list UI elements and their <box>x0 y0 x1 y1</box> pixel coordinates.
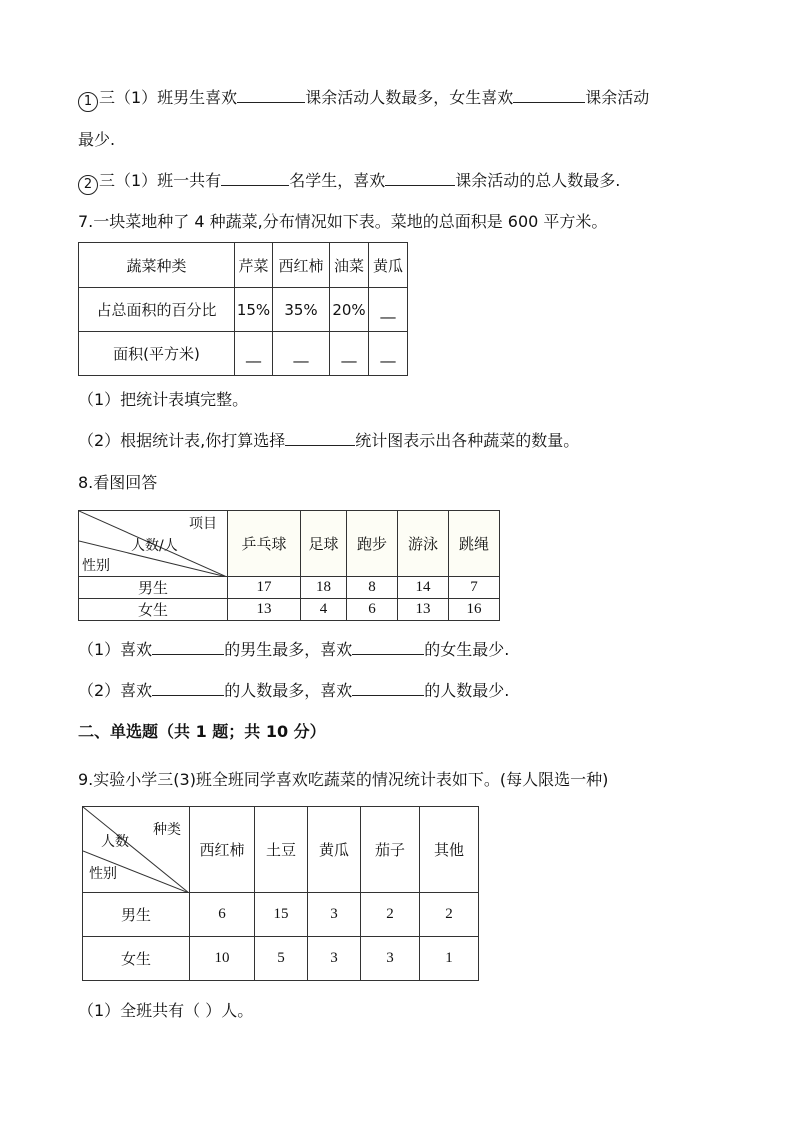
q6-statement-2: 2 三（1）班一共有 名学生，喜欢 课余活动的总人数最多. <box>78 170 620 195</box>
answer-blank[interactable] <box>352 680 424 696</box>
q7-table <box>78 242 408 376</box>
circled-number: 2 <box>78 175 98 195</box>
section-heading: 二、单选题（共 1 题；共 10 分） <box>78 722 326 741</box>
table-cell: 1 <box>420 937 479 981</box>
column-header: 游泳 <box>398 511 449 577</box>
column-header: 土豆 <box>255 807 308 893</box>
column-header: 跳绳 <box>449 511 500 577</box>
table-row <box>79 243 408 288</box>
circled-number: 1 <box>78 92 98 112</box>
answer-blank[interactable] <box>285 430 355 446</box>
table-cell: 15 <box>255 893 308 937</box>
table-cell: 占总面积的百分比 <box>79 288 235 332</box>
corner-label-count: 人数/人 <box>131 538 178 554</box>
diagonal-header-cell <box>79 511 228 577</box>
corner-label-category: 种类 <box>153 822 181 838</box>
q9-table <box>82 806 479 981</box>
corner-label-gender: 性别 <box>89 866 117 882</box>
column-header: 足球 <box>301 511 347 577</box>
table-cell: __ <box>369 288 408 332</box>
answer-blank[interactable] <box>152 680 224 696</box>
table-cell: 西红柿 <box>273 243 330 288</box>
table-row <box>79 511 500 577</box>
column-header: 西红柿 <box>190 807 255 893</box>
table-row <box>79 288 408 332</box>
table-row <box>79 577 500 599</box>
table-row <box>83 807 479 893</box>
table-cell: 13 <box>228 599 301 621</box>
table-cell: 7 <box>449 577 500 599</box>
table-cell: 4 <box>301 599 347 621</box>
q7-part-2: （2）根据统计表,你打算选择 统计图表示出各种蔬菜的数量。 <box>78 431 580 450</box>
table-cell: 13 <box>398 599 449 621</box>
table-cell: __ <box>273 332 330 376</box>
table-cell: 面积(平方米) <box>79 332 235 376</box>
table-cell: 芹菜 <box>235 243 273 288</box>
q9-part-1: （1）全班共有（ ）人。 <box>78 1001 254 1020</box>
corner-label-count: 人数 <box>101 834 129 850</box>
column-header: 跑步 <box>347 511 398 577</box>
table-cell: 油菜 <box>330 243 369 288</box>
q8-part-1: （1）喜欢 的男生最多，喜欢 的女生最少. <box>78 640 510 659</box>
row-label: 男生 <box>83 893 190 937</box>
table-cell: 35% <box>273 288 330 332</box>
table-cell: 17 <box>228 577 301 599</box>
table-cell: __ <box>330 332 369 376</box>
q8-table <box>78 510 500 621</box>
answer-blank[interactable] <box>513 87 585 103</box>
column-header: 黄瓜 <box>308 807 361 893</box>
table-cell: 黄瓜 <box>369 243 408 288</box>
row-label: 女生 <box>83 937 190 981</box>
table-cell: 2 <box>420 893 479 937</box>
table-cell: 蔬菜种类 <box>79 243 235 288</box>
table-row <box>79 599 500 621</box>
corner-label-item: 项目 <box>189 516 217 532</box>
answer-blank[interactable] <box>152 639 224 655</box>
column-header: 乒乓球 <box>228 511 301 577</box>
column-header: 其他 <box>420 807 479 893</box>
answer-blank[interactable] <box>221 170 289 186</box>
table-cell: 2 <box>361 893 420 937</box>
table-cell: 3 <box>361 937 420 981</box>
corner-label-gender: 性别 <box>82 558 110 574</box>
table-cell: 18 <box>301 577 347 599</box>
table-row <box>83 893 479 937</box>
table-row <box>83 937 479 981</box>
table-cell: 3 <box>308 893 361 937</box>
table-cell: 20% <box>330 288 369 332</box>
table-cell: 16 <box>449 599 500 621</box>
answer-blank[interactable] <box>237 87 305 103</box>
q8-part-2: （2）喜欢 的人数最多，喜欢 的人数最少. <box>78 681 510 700</box>
q8-title: 8.看图回答 <box>78 473 158 492</box>
table-cell: 6 <box>347 599 398 621</box>
table-cell: __ <box>369 332 408 376</box>
table-cell: 5 <box>255 937 308 981</box>
q7-part-1: （1）把统计表填完整。 <box>78 390 249 409</box>
table-row <box>79 332 408 376</box>
row-label: 女生 <box>79 599 228 621</box>
table-cell: 8 <box>347 577 398 599</box>
q6-statement-1: 1 三（1）班男生喜欢 课余活动人数最多，女生喜欢 课余活动 <box>78 87 649 112</box>
diagonal-header-cell <box>83 807 190 893</box>
table-cell: 15% <box>235 288 273 332</box>
column-header: 茄子 <box>361 807 420 893</box>
table-cell: 6 <box>190 893 255 937</box>
row-label: 男生 <box>79 577 228 599</box>
q6-statement-1-cont: 最少. <box>78 130 116 149</box>
answer-blank[interactable] <box>385 170 455 186</box>
table-cell: 14 <box>398 577 449 599</box>
q7-title: 7.一块菜地种了 4 种蔬菜,分布情况如下表。菜地的总面积是 600 平方米。 <box>78 212 608 231</box>
q9-title: 9.实验小学三(3)班全班同学喜欢吃蔬菜的情况统计表如下。(每人限选一种) <box>78 770 609 789</box>
table-cell: 3 <box>308 937 361 981</box>
table-cell: __ <box>235 332 273 376</box>
answer-blank[interactable] <box>352 639 424 655</box>
table-cell: 10 <box>190 937 255 981</box>
